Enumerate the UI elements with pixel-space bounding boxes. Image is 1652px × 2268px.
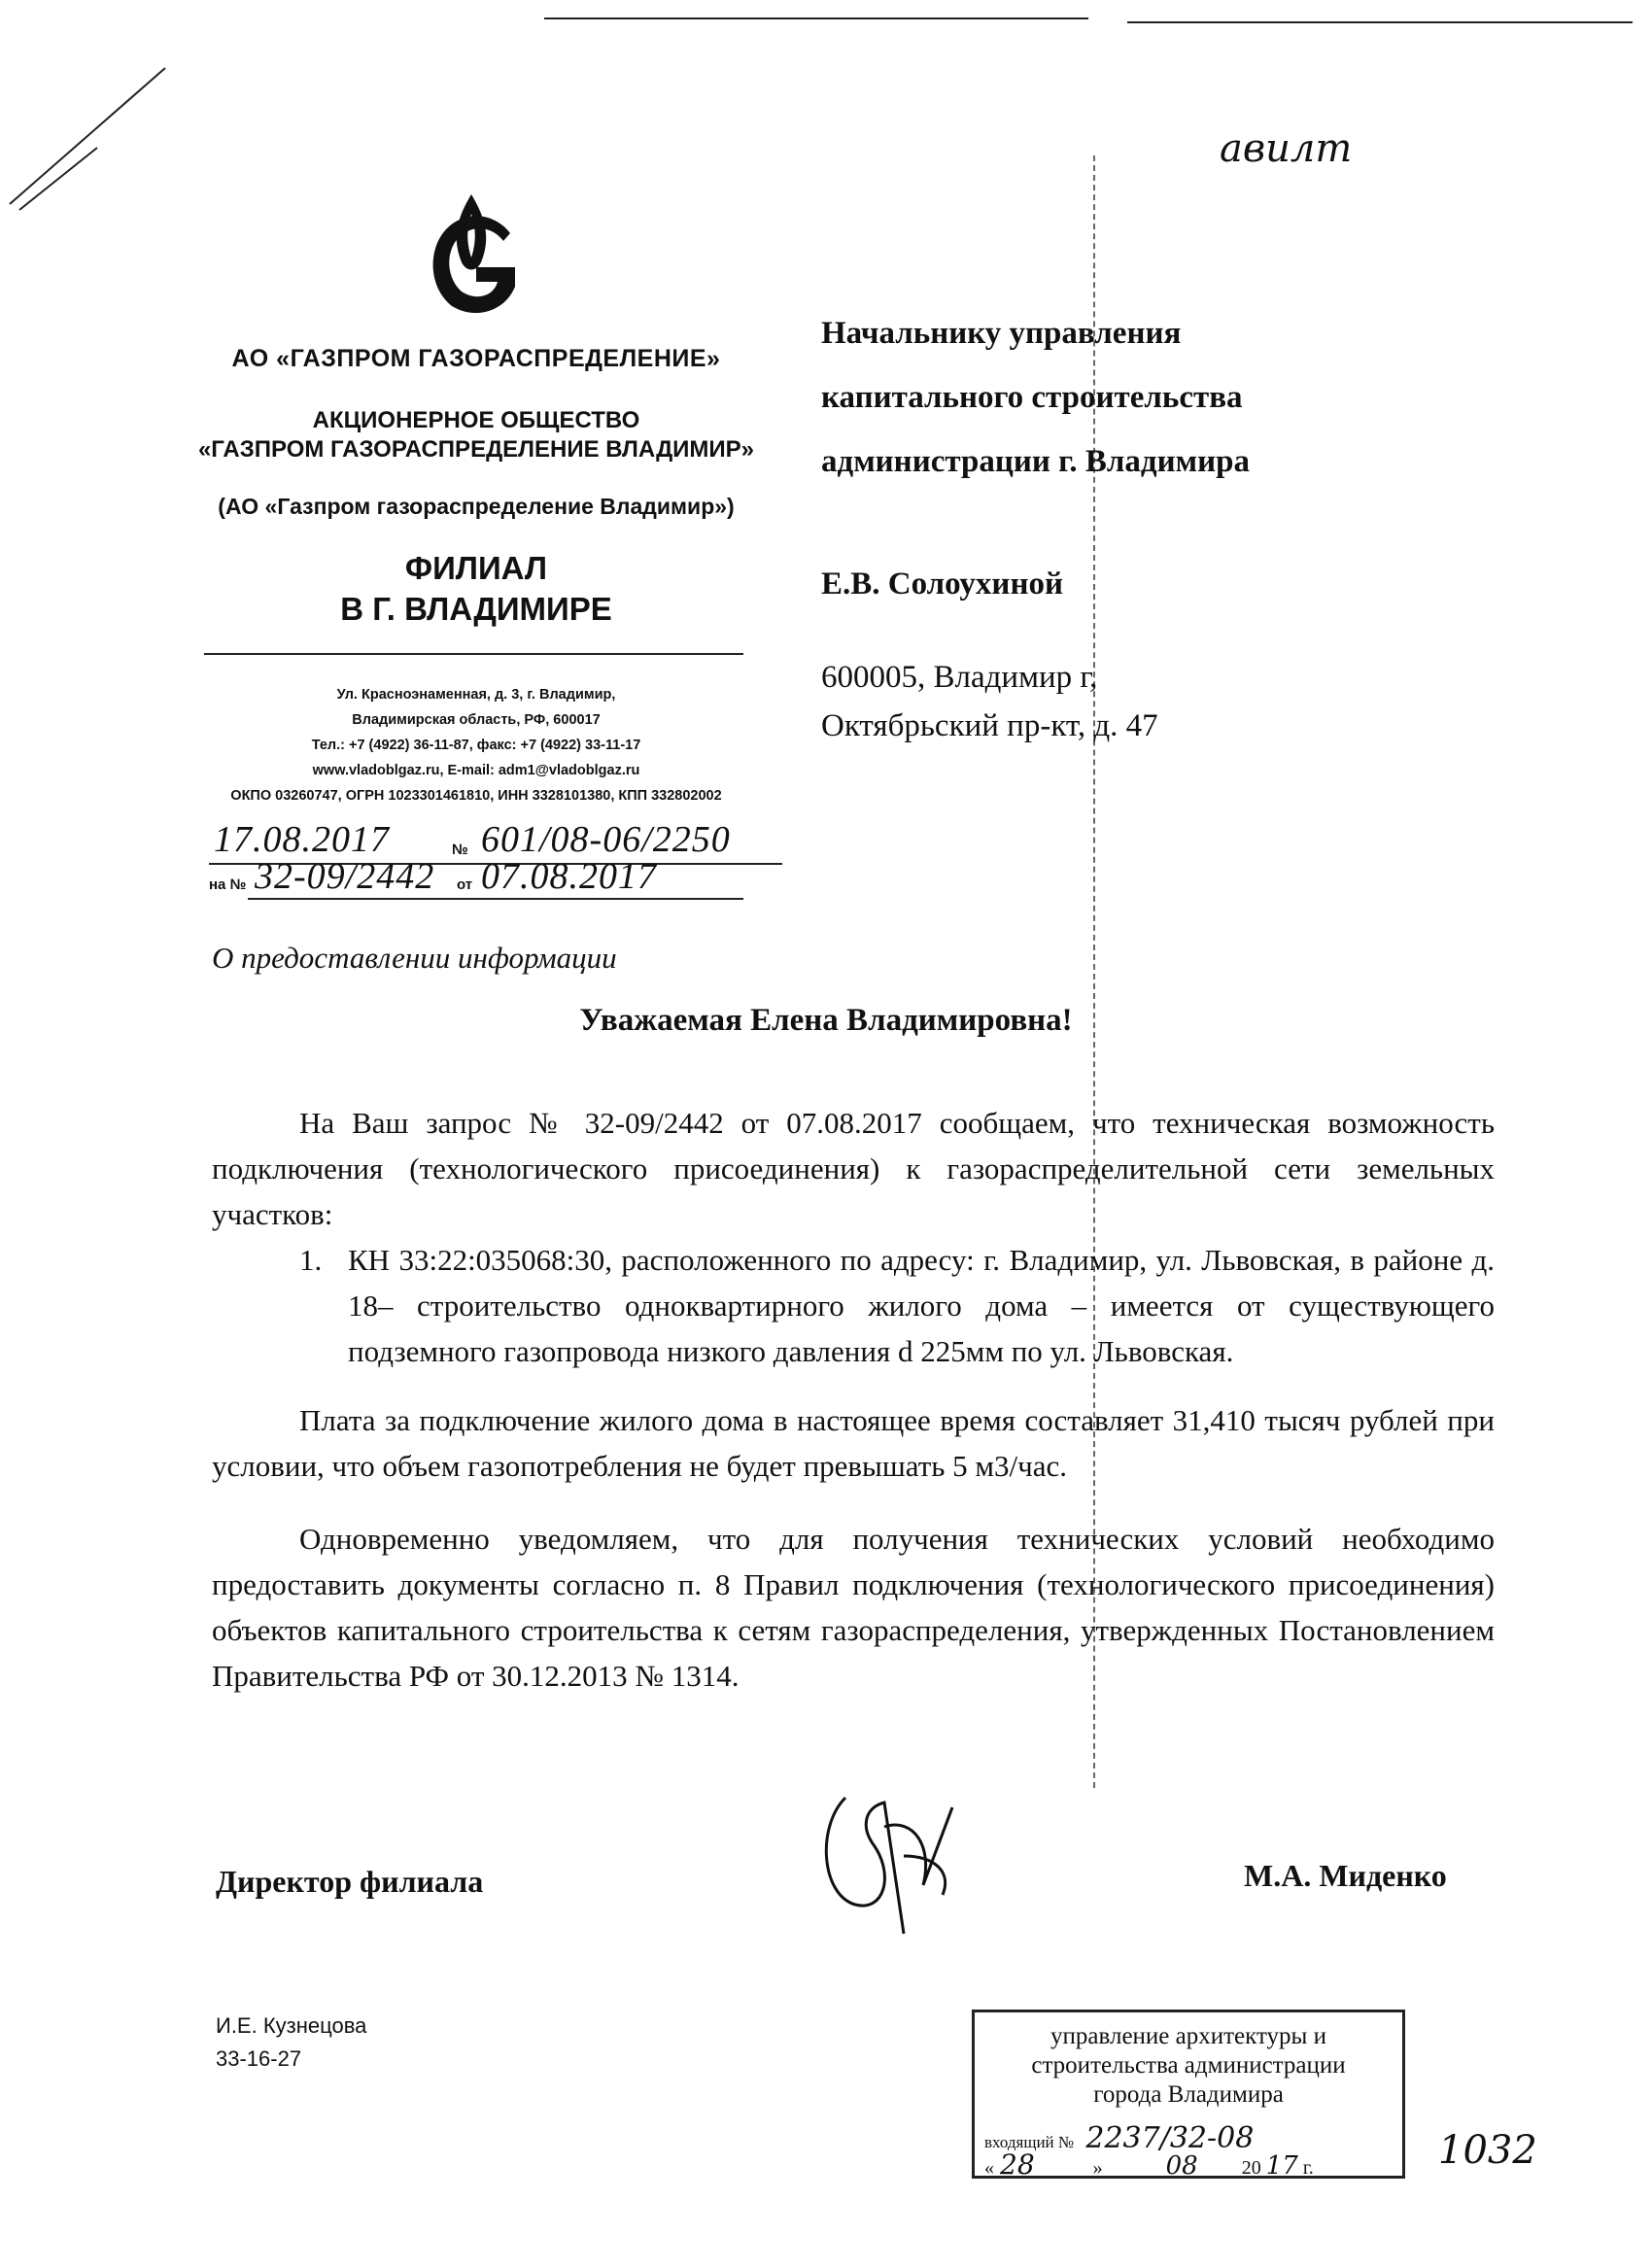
- addressee-block: [821, 301, 1250, 494]
- registration-no-label: №: [452, 842, 468, 858]
- company-name: «ГАЗПРОМ ГАЗОРАСПРЕДЕЛЕНИЕ ВЛАДИМИР»: [197, 436, 755, 463]
- branch-label: ФИЛИАЛ: [404, 550, 548, 586]
- paragraph-text: Одновременно уведомляем, что для получения технических условий необходимо предоставить документы согласно п. 8 Правил подключения (технологического присоединения) объектов капитального строительства к сетям газораспределения, утвержденных Постановлением Правительства РФ от 30.12.2013 № 1314.: [212, 1522, 1495, 1693]
- reference-date: 07.08.2017: [481, 856, 657, 897]
- company-short-name: (АО «Газпром газораспределение Владимир»): [218, 494, 735, 519]
- stamp-line-1: управление архитектуры и: [1050, 2023, 1326, 2049]
- contact-phones: Тел.: +7 (4922) 36-11-87, факс: +7 (4922) 33-11-17: [311, 738, 641, 753]
- stamp-date: « 28 » 08 20 17 г.: [984, 2148, 1314, 2181]
- executor-phone: 33-16-27: [216, 2046, 302, 2071]
- stamp-incoming-label: входящий №: [984, 2133, 1075, 2151]
- scan-corner-mark: [0, 58, 175, 214]
- paragraph-text: На Ваш запрос № 32-09/2442 от 07.08.2017 сообщаем, что техническая возможность подключения (технологического присоединения) к газораспределительной сети земельных участков:: [212, 1106, 1495, 1231]
- margin-handwritten-number: 1032: [1438, 2128, 1537, 2173]
- contact-address: Ул. Красноэнаменная, д. 3, г. Владимир,: [336, 687, 616, 703]
- incoming-stamp: [972, 2010, 1405, 2179]
- contact-region: Владимирская область, РФ, 600017: [352, 712, 601, 728]
- addressee-line-3: администрации г. Владимира: [821, 444, 1250, 479]
- signature-position: Директор филиала: [216, 1864, 484, 1899]
- stamp-year-end: г.: [1302, 2157, 1314, 2179]
- list-item-text: КН 33:22:035068:30, расположенного по адресу: г. Владимир, ул. Львовская, в районе д. 18– строительство одноквартирного жилого дома – имеется от существующего подземного газопровода низкого давления d 225мм по ул. Львовская.: [348, 1243, 1495, 1368]
- reference-label: на №: [209, 876, 247, 893]
- company-type: АКЦИОНЕРНОЕ ОБЩЕСТВО: [312, 407, 640, 433]
- registration-number: 601/08-06/2250: [481, 819, 731, 860]
- greeting: Уважаемая Елена Владимировна!: [579, 1003, 1073, 1038]
- stamp-day: 28: [1000, 2148, 1035, 2181]
- letterhead-divider: [204, 653, 743, 655]
- addressee-name: Е.В. Солоухиной: [821, 567, 1063, 601]
- body-paragraph-1: [212, 1100, 1495, 1237]
- signatory-name: М.А. Миденко: [1244, 1858, 1447, 1893]
- stamp-line-2: строительства администрации: [1031, 2052, 1346, 2079]
- addressee-address-line-2: Октябрьский пр-кт, д. 47: [821, 708, 1158, 743]
- handwritten-signature: [807, 1788, 1001, 1943]
- stamp-year-prefix: 20: [1241, 2157, 1261, 2179]
- branch-city: В Г. ВЛАДИМИРЕ: [340, 591, 612, 627]
- reference-number: 32-09/2442: [255, 856, 435, 897]
- top-handwritten-note: авилт: [1220, 126, 1353, 171]
- addressee-line-2: капитального строительства: [821, 380, 1243, 415]
- executor-name: И.Е. Кузнецова: [216, 2013, 367, 2038]
- stamp-incoming-number: 2237/32-08: [1085, 2121, 1255, 2155]
- reference-from-label: от: [457, 876, 473, 893]
- registration-date: 17.08.2017: [214, 819, 390, 860]
- gazprom-logo: [418, 194, 525, 321]
- list-item: [299, 1237, 1495, 1374]
- contact-web-email: www.vladoblgaz.ru, E-mail: adm1@vladoblgaz.ru: [312, 763, 640, 778]
- body-paragraph-3: [212, 1516, 1495, 1699]
- stamp-month: 08: [1165, 2151, 1198, 2181]
- branch-name: [194, 548, 758, 630]
- stamp-title: [975, 2022, 1402, 2110]
- scan-edge-line: [544, 17, 1088, 19]
- executor-block: [216, 2010, 366, 2076]
- addressee-line-1: Начальнику управления: [821, 316, 1182, 351]
- stamp-line-3: города Владимира: [1093, 2081, 1284, 2108]
- paragraph-text: Плата за подключение жилого дома в настоящее время составляет 31,410 тысяч рублей при условии, что объем газопотребления не будет превышать 5 м3/час.: [212, 1403, 1495, 1483]
- contact-block: [204, 682, 748, 808]
- body-paragraph-2: [212, 1397, 1495, 1489]
- addressee-address-line-1: 600005, Владимир г,: [821, 660, 1098, 695]
- subject-line: О предоставлении информации: [212, 941, 617, 975]
- stamp-year-suffix: 17: [1265, 2151, 1298, 2181]
- company-group-name: АО «ГАЗПРОМ ГАЗОРАСПРЕДЕЛЕНИЕ»: [231, 345, 721, 372]
- scan-edge-line: [1127, 21, 1633, 23]
- contact-codes: ОКПО 03260747, ОГРН 1023301461810, ИНН 3328101380, КПП 332802002: [230, 788, 722, 804]
- company-full-name: [194, 406, 758, 464]
- list-item-number: 1.: [299, 1243, 323, 1277]
- addressee-address: [821, 653, 1158, 750]
- reference-underline: [248, 898, 743, 900]
